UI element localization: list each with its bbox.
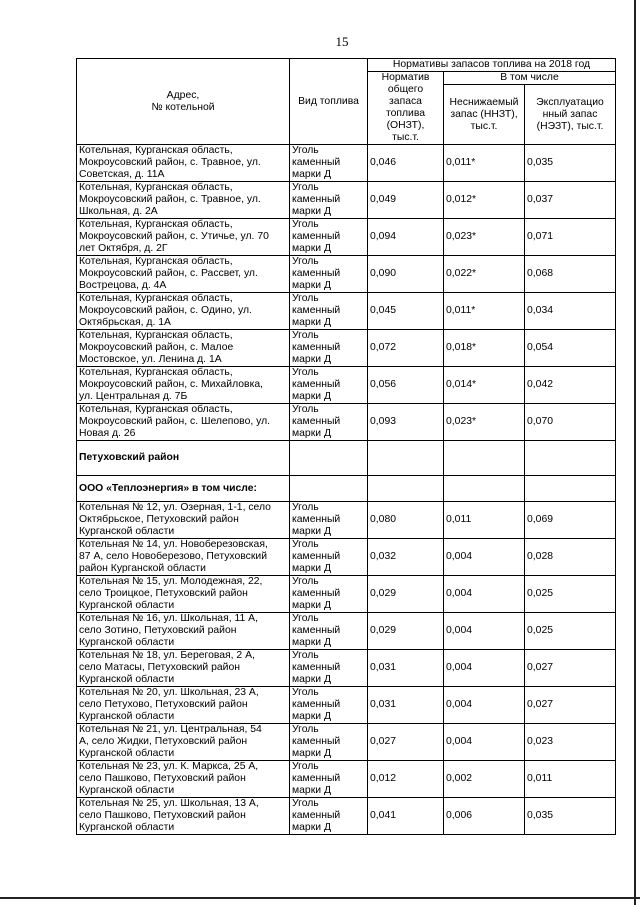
fuel-type-line: каменный xyxy=(292,810,341,821)
address-line: Котельная, Курганская область, xyxy=(79,367,233,378)
address-cell xyxy=(77,798,290,835)
onzt-cell: 0,041 xyxy=(368,798,444,835)
fuel-type-line: марки Д xyxy=(292,317,331,328)
fuel-type-cell xyxy=(290,219,368,256)
address-cell xyxy=(77,330,290,367)
address-cell xyxy=(77,256,290,293)
address-line: Котельная № 21, ул. Центральная, 54 xyxy=(79,724,262,735)
fuel-type-cell xyxy=(290,724,368,761)
nezt-cell: 0,028 xyxy=(525,539,616,576)
address-cell xyxy=(77,576,290,613)
address-line: Котельная № 23, ул. К. Маркса, 25 А, xyxy=(79,761,259,772)
fuel-type-line: Уголь xyxy=(292,650,319,661)
header-address xyxy=(77,59,290,145)
fuel-type-line: Уголь xyxy=(292,145,319,156)
fuel-type-line: каменный xyxy=(292,736,341,747)
address-line: село Пашково, Петуховский район xyxy=(79,773,246,784)
fuel-type-line: каменный xyxy=(292,231,341,242)
fuel-type-line: Уголь xyxy=(292,539,319,550)
fuel-type-line: каменный xyxy=(292,588,341,599)
address-line: Котельная № 15, ул. Молодежная, 22, xyxy=(79,576,263,587)
address-line: село Троицкое, Петуховский район xyxy=(79,588,248,599)
table-row xyxy=(77,219,616,256)
header-nezt-line: нный запас xyxy=(542,108,598,120)
nnzt-cell: 0,004 xyxy=(444,613,525,650)
fuel-type-line: каменный xyxy=(292,625,341,636)
table-row xyxy=(77,145,616,182)
address-line: Котельная № 25, ул. Школьная, 13 А, xyxy=(79,798,259,809)
org-title: ООО «Теплоэнергия» в том числе: xyxy=(77,476,290,502)
empty-cell xyxy=(368,476,444,502)
fuel-type-line: марки Д xyxy=(292,637,331,648)
address-line: Котельная № 16, ул. Школьная, 11 А, xyxy=(79,613,258,624)
fuel-type-cell xyxy=(290,761,368,798)
onzt-cell: 0,029 xyxy=(368,576,444,613)
section-title: Петуховский район xyxy=(77,441,290,476)
fuel-type-line: марки Д xyxy=(292,428,331,439)
fuel-type-cell xyxy=(290,256,368,293)
fuel-type-line: каменный xyxy=(292,268,341,279)
onzt-cell: 0,029 xyxy=(368,613,444,650)
fuel-type-line: Уголь xyxy=(292,576,319,587)
fuel-type-line: марки Д xyxy=(292,822,331,833)
address-line: Котельная № 18, ул. Береговая, 2 А, xyxy=(79,650,255,661)
nezt-cell: 0,070 xyxy=(525,404,616,441)
header-address-line: Адрес, xyxy=(166,89,200,101)
nnzt-cell: 0,004 xyxy=(444,724,525,761)
nezt-cell: 0,071 xyxy=(525,219,616,256)
address-line: Котельная, Курганская область, xyxy=(79,182,233,193)
fuel-type-line: марки Д xyxy=(292,391,331,402)
fuel-type-line: марки Д xyxy=(292,748,331,759)
address-line: 87 А, село Новоберезово, Петуховский xyxy=(79,551,267,562)
address-line: Курганской области xyxy=(79,526,175,537)
nnzt-cell: 0,011* xyxy=(444,293,525,330)
address-line: Мокроусовский район, с. Травное, ул. xyxy=(79,194,261,205)
fuel-type-cell xyxy=(290,576,368,613)
fuel-type-cell xyxy=(290,404,368,441)
onzt-cell: 0,049 xyxy=(368,182,444,219)
table-row xyxy=(77,761,616,798)
address-line: Мокроусовский район, с. Малое xyxy=(79,342,234,353)
header-nezt-line: Эксплуатацио xyxy=(536,96,604,108)
address-cell xyxy=(77,219,290,256)
onzt-cell: 0,045 xyxy=(368,293,444,330)
address-line: Мокроусовский район, с. Шелепово, ул. xyxy=(79,416,271,427)
address-line: Котельная, Курганская область, xyxy=(79,256,233,267)
onzt-cell: 0,072 xyxy=(368,330,444,367)
fuel-type-line: марки Д xyxy=(292,785,331,796)
onzt-cell: 0,046 xyxy=(368,145,444,182)
table-row xyxy=(77,798,616,835)
address-line: село Зотино, Петуховский район xyxy=(79,625,237,636)
nezt-cell: 0,054 xyxy=(525,330,616,367)
address-cell xyxy=(77,687,290,724)
nezt-cell: 0,069 xyxy=(525,502,616,539)
fuel-type-line: марки Д xyxy=(292,206,331,217)
nezt-cell: 0,011 xyxy=(525,761,616,798)
empty-cell xyxy=(290,476,368,502)
fuel-type-cell xyxy=(290,330,368,367)
page-edge-right xyxy=(634,0,636,905)
address-cell xyxy=(77,724,290,761)
nezt-cell: 0,027 xyxy=(525,650,616,687)
header-onzt-line: (ОНЗТ), xyxy=(386,120,425,131)
fuel-type-line: Уголь xyxy=(292,182,319,193)
nezt-cell: 0,023 xyxy=(525,724,616,761)
fuel-type-cell xyxy=(290,650,368,687)
address-line: Новая д. 26 xyxy=(79,428,136,439)
fuel-type-line: Уголь xyxy=(292,687,319,698)
nezt-cell: 0,025 xyxy=(525,613,616,650)
address-line: Октябрьское, Петуховский район xyxy=(79,514,239,525)
fuel-type-cell xyxy=(290,182,368,219)
fuel-type-line: марки Д xyxy=(292,600,331,611)
header-nnzt-line: Неснижаемый xyxy=(449,96,519,108)
nnzt-cell: 0,004 xyxy=(444,650,525,687)
fuel-type-line: Уголь xyxy=(292,256,319,267)
nezt-cell: 0,037 xyxy=(525,182,616,219)
nnzt-cell: 0,004 xyxy=(444,687,525,724)
onzt-cell: 0,032 xyxy=(368,539,444,576)
address-line: лет Октября, д. 2Г xyxy=(79,243,168,254)
fuel-type-line: Уголь xyxy=(292,798,319,809)
address-line: Курганской области xyxy=(79,674,175,685)
rows-group-b xyxy=(77,502,616,835)
fuel-type-cell xyxy=(290,687,368,724)
onzt-cell: 0,080 xyxy=(368,502,444,539)
fuel-type-cell xyxy=(290,613,368,650)
nnzt-cell: 0,002 xyxy=(444,761,525,798)
table-row xyxy=(77,539,616,576)
address-line: Котельная, Курганская область, xyxy=(79,404,233,415)
table-row xyxy=(77,724,616,761)
address-line: Мостовское, ул. Ленина д. 1А xyxy=(79,354,222,365)
header-subgroup: В том числе xyxy=(444,72,616,85)
address-line: село Пашково, Петуховский район xyxy=(79,810,246,821)
address-line: Котельная, Курганская область, xyxy=(79,145,233,156)
address-line: Курганской области xyxy=(79,711,175,722)
fuel-type-line: Уголь xyxy=(292,613,319,624)
empty-cell xyxy=(525,476,616,502)
fuel-type-line: каменный xyxy=(292,699,341,710)
onzt-cell: 0,031 xyxy=(368,687,444,724)
header-nezt-line: (НЭЗТ), тыс.т. xyxy=(536,120,604,132)
address-cell xyxy=(77,650,290,687)
address-line: Вострецова, д. 4А xyxy=(79,280,167,291)
address-line: село Петухово, Петуховский район xyxy=(79,699,248,710)
address-line: Котельная № 14, ул. Новоберезовская, xyxy=(79,539,268,550)
empty-cell xyxy=(444,441,525,476)
address-cell xyxy=(77,613,290,650)
fuel-type-line: каменный xyxy=(292,662,341,673)
nnzt-cell: 0,004 xyxy=(444,539,525,576)
fuel-type-line: каменный xyxy=(292,157,341,168)
fuel-type-line: марки Д xyxy=(292,354,331,365)
address-line: Мокроусовский район, с. Утичье, ул. 70 xyxy=(79,231,269,242)
empty-cell xyxy=(525,441,616,476)
address-line: район Курганской области xyxy=(79,563,206,574)
nnzt-cell: 0,012* xyxy=(444,182,525,219)
table-row xyxy=(77,182,616,219)
address-cell xyxy=(77,293,290,330)
onzt-cell: 0,012 xyxy=(368,761,444,798)
address-line: Мокроусовский район, с. Рассвет, ул. xyxy=(79,268,258,279)
fuel-type-line: каменный xyxy=(292,416,341,427)
fuel-type-line: каменный xyxy=(292,379,341,390)
fuel-type-line: каменный xyxy=(292,194,341,205)
nezt-cell: 0,035 xyxy=(525,145,616,182)
fuel-type-line: каменный xyxy=(292,342,341,353)
page-number: 15 xyxy=(335,34,349,49)
fuel-type-line: Уголь xyxy=(292,219,319,230)
nnzt-cell: 0,023* xyxy=(444,404,525,441)
onzt-cell: 0,093 xyxy=(368,404,444,441)
header-norms-title: Нормативы запасов топлива на 2018 год xyxy=(368,59,616,72)
header-address-line: № котельной xyxy=(151,101,215,113)
address-cell xyxy=(77,145,290,182)
table-row xyxy=(77,330,616,367)
nezt-cell: 0,034 xyxy=(525,293,616,330)
section-row xyxy=(77,441,616,476)
fuel-type-line: Уголь xyxy=(292,502,319,513)
header-onzt xyxy=(368,72,444,145)
header-nnzt-line: тыс.т. xyxy=(470,120,498,132)
address-cell xyxy=(77,367,290,404)
empty-cell xyxy=(368,441,444,476)
fuel-type-line: каменный xyxy=(292,551,341,562)
nnzt-cell: 0,014* xyxy=(444,367,525,404)
address-line: Котельная, Курганская область, xyxy=(79,219,233,230)
onzt-cell: 0,090 xyxy=(368,256,444,293)
address-line: Котельная, Курганская область, xyxy=(79,330,233,341)
empty-cell xyxy=(444,476,525,502)
fuel-type-cell xyxy=(290,293,368,330)
address-line: Котельная, Курганская область, xyxy=(79,293,233,304)
address-line: Котельная № 12, ул. Озерная, 1-1, село xyxy=(79,502,271,513)
nnzt-cell: 0,022* xyxy=(444,256,525,293)
fuel-type-line: Уголь xyxy=(292,367,319,378)
nnzt-cell: 0,023* xyxy=(444,219,525,256)
table-row xyxy=(77,576,616,613)
nezt-cell: 0,035 xyxy=(525,798,616,835)
table-row xyxy=(77,650,616,687)
nnzt-cell: 0,006 xyxy=(444,798,525,835)
address-line: село Матасы, Петуховский район xyxy=(79,662,241,673)
org-row xyxy=(77,476,616,502)
fuel-norms-table xyxy=(76,58,616,835)
header-nnzt xyxy=(444,85,525,145)
header-nnzt-line: запас (ННЗТ), xyxy=(450,108,518,120)
address-line: Мокроусовский район, с. Одино, ул. xyxy=(79,305,252,316)
fuel-type-line: каменный xyxy=(292,514,341,525)
address-cell xyxy=(77,539,290,576)
address-line: Советская, д. 11А xyxy=(79,169,165,180)
empty-cell xyxy=(290,441,368,476)
table-row xyxy=(77,293,616,330)
header-nezt xyxy=(525,85,616,145)
fuel-type-cell xyxy=(290,798,368,835)
address-line: ул. Центральная д. 7Б xyxy=(79,391,188,402)
fuel-type-line: Уголь xyxy=(292,761,319,772)
page-edge-bottom xyxy=(0,897,640,899)
fuel-type-line: Уголь xyxy=(292,293,319,304)
onzt-cell: 0,031 xyxy=(368,650,444,687)
rows-group-a xyxy=(77,145,616,441)
address-cell xyxy=(77,182,290,219)
fuel-type-line: марки Д xyxy=(292,169,331,180)
address-line: Курганской области xyxy=(79,637,175,648)
fuel-type-line: марки Д xyxy=(292,243,331,254)
header-onzt-line: Норматив xyxy=(381,72,430,83)
fuel-type-line: каменный xyxy=(292,773,341,784)
fuel-type-line: марки Д xyxy=(292,563,331,574)
nnzt-cell: 0,011 xyxy=(444,502,525,539)
address-line: Школьная, д. 2А xyxy=(79,206,158,217)
nezt-cell: 0,068 xyxy=(525,256,616,293)
address-line: Курганской области xyxy=(79,785,175,796)
fuel-type-line: марки Д xyxy=(292,526,331,537)
address-line: Октябрьская, д. 1А xyxy=(79,317,171,328)
header-onzt-line: топлива xyxy=(385,108,426,119)
section-group xyxy=(77,441,616,502)
fuel-type-line: Уголь xyxy=(292,404,319,415)
table-row xyxy=(77,256,616,293)
header-onzt-line: тыс.т. xyxy=(392,132,419,143)
nezt-cell: 0,025 xyxy=(525,576,616,613)
table-row xyxy=(77,613,616,650)
fuel-type-line: Уголь xyxy=(292,330,319,341)
address-line: Мокроусовский район, с. Михайловка, xyxy=(79,379,264,390)
onzt-cell: 0,094 xyxy=(368,219,444,256)
fuel-type-cell xyxy=(290,539,368,576)
address-cell xyxy=(77,761,290,798)
table-row xyxy=(77,502,616,539)
onzt-cell: 0,027 xyxy=(368,724,444,761)
table-row xyxy=(77,404,616,441)
address-line: Курганской области xyxy=(79,822,175,833)
fuel-type-line: Уголь xyxy=(292,724,319,735)
fuel-type-cell xyxy=(290,145,368,182)
address-line: Мокроусовский район, с. Травное, ул. xyxy=(79,157,261,168)
table-row xyxy=(77,687,616,724)
fuel-type-line: марки Д xyxy=(292,280,331,291)
address-cell xyxy=(77,404,290,441)
nezt-cell: 0,027 xyxy=(525,687,616,724)
nnzt-cell: 0,018* xyxy=(444,330,525,367)
fuel-type-line: марки Д xyxy=(292,711,331,722)
header-onzt-line: запаса xyxy=(389,96,422,107)
nnzt-cell: 0,011* xyxy=(444,145,525,182)
table-row xyxy=(77,367,616,404)
address-line: Курганской области xyxy=(79,600,175,611)
fuel-type-cell xyxy=(290,367,368,404)
header-onzt-line: общего xyxy=(387,84,424,95)
address-line: А, село Жидки, Петуховский район xyxy=(79,736,248,747)
onzt-cell: 0,056 xyxy=(368,367,444,404)
fuel-type-cell xyxy=(290,502,368,539)
fuel-type-line: каменный xyxy=(292,305,341,316)
nnzt-cell: 0,004 xyxy=(444,576,525,613)
fuel-type-line: марки Д xyxy=(292,674,331,685)
address-line: Котельная № 20, ул. Школьная, 23 А, xyxy=(79,687,259,698)
nezt-cell: 0,042 xyxy=(525,367,616,404)
address-line: Курганской области xyxy=(79,748,175,759)
address-cell xyxy=(77,502,290,539)
header-fuel-type: Вид топлива xyxy=(290,59,368,145)
